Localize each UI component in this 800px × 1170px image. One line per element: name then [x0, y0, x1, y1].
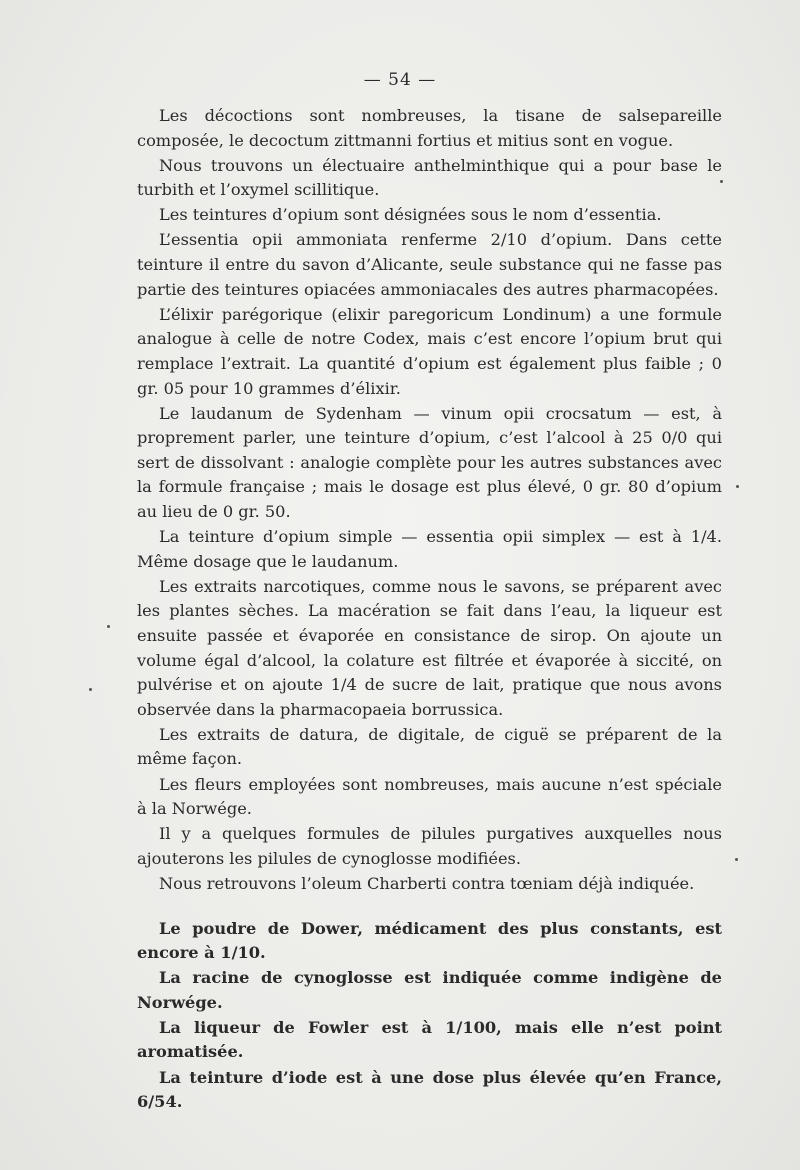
ink-speck — [735, 858, 738, 861]
page-number: — 54 — — [363, 70, 437, 90]
paragraph-poudre-dower: Le poudre de Dower, médicament des plus constants, est encore à 1/10. — [137, 918, 722, 963]
paragraph-essentia-ammoniata: L’essentia opii ammoniata renferme 2/10 d’opium. Dans cette teinture il entre du savon d’Alicante, seule substance qui ne fasse pas partie des teintures opiacées ammoniacales des autres pharmacopées. — [137, 230, 722, 299]
paragraph-teintures: Les teintures d’opium sont désignées sous le nom d’essentia. — [159, 205, 662, 225]
paragraph-teinture-simple: La teinture d’opium simple — essentia opii simplex — est à 1/4. Même dosage que le laudanum. — [137, 527, 722, 571]
ink-speck — [720, 180, 723, 183]
paragraph-teinture-iode: La teinture d’iode est à une dose plus élevée qu’en France, 6/54. — [137, 1067, 722, 1112]
paragraph-elixir-paregorique: L’élixir parégorique (elixir paregoricum Londinum) a une formule analogue à celle de notre Codex, mais c’est encore l’opium brut qui remplace l’extrait. La quantité d’opium est également plus faible ; 0 gr. 05 pour 10 grammes d’élixir. — [137, 304, 722, 398]
paragraph-fleurs: Les fleurs employées sont nombreuses, mais aucune n’est spéciale à la Norwége. — [137, 774, 722, 819]
ink-speck — [736, 485, 739, 488]
paragraph-extraits-narcotiques: Les extraits narcotiques, comme nous le savons, se préparent avec les plantes sèches. La macération se fait dans l’eau, la liqueur est ensuite passée et évaporée en consistance de sirop. On ajoute un volume égal d’alcool, la colature est filtrée et évaporée à siccité, on pulvérise et on ajoute 1/4 de sucre de lait, pratique que nous avons observée dans la pharmacopaeia borrussica. — [137, 576, 722, 719]
body-text — [137, 104, 722, 1115]
paragraph-electuaire: Nous trouvons un électuaire anthelminthique qui a pour base le turbith et l’oxymel scillitique. — [137, 155, 722, 200]
paragraph-liqueur-fowler: La liqueur de Fowler est à 1/100, mais elle n’est point aromatisée. — [137, 1017, 722, 1062]
ink-speck — [89, 688, 92, 691]
ink-speck — [107, 625, 110, 628]
paragraph-oleum: Nous retrouvons l’oleum Charberti contra tœniam déjà indiquée. — [159, 873, 695, 893]
paragraph-racine-cynoglosse: La racine de cynoglosse est indiquée comme indigène de Norwége. — [137, 968, 722, 1012]
paragraph-pilules: Il y a quelques formules de pilules purgatives auxquelles nous ajouterons les pilules de cynoglosse modifiées. — [137, 824, 722, 868]
paragraph-decoctions: Les décoctions sont nombreuses, la tisane de salsepareille composée, le decoctum zittmanni fortius et mitius sont en vogue. — [137, 106, 722, 150]
paragraph-laudanum: Le laudanum de Sydenham — vinum opii crocsatum — est, à proprement parler, une teinture d’opium, c’est l’alcool à 25 0/0 qui sert de dissolvant : analogie complète pour les autres substances avec la formule française ; mais le dosage est plus élevé, 0 gr. 80 d’opium au lieu de 0 gr. 50. — [137, 403, 722, 521]
paragraph-extraits-datura: Les extraits de datura, de digitale, de ciguë se préparent de la même façon. — [137, 724, 722, 769]
